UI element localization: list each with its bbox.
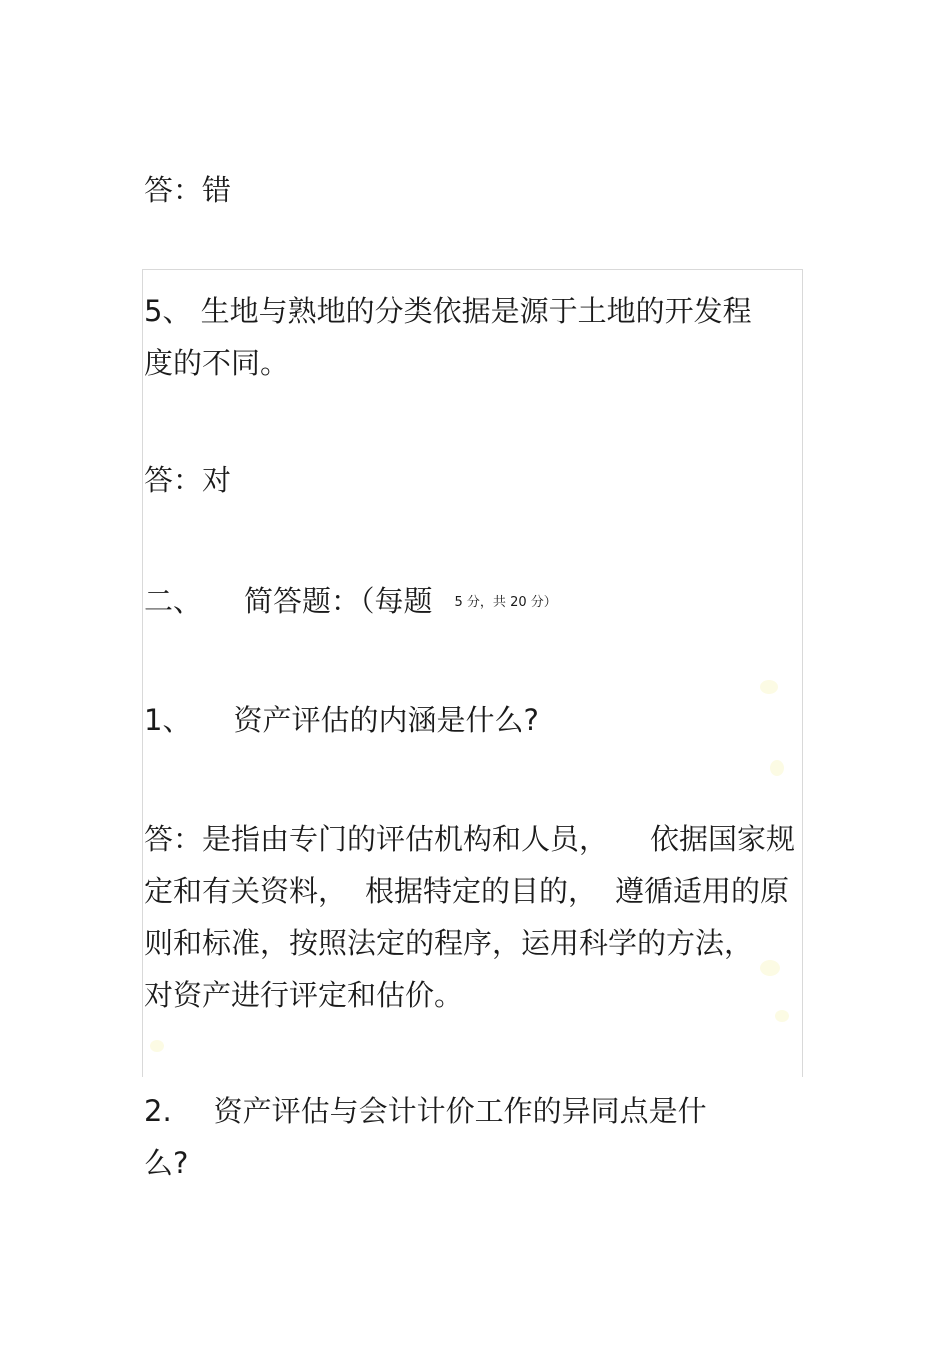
section-score-note: 5 分，共 20 分）: [454, 595, 557, 610]
answer-1-line-4: 对资产进行评定和估价。: [144, 978, 464, 1012]
answer-1-line-2: [144, 865, 789, 917]
answer-1-text: 答：是指由专门的评估机构和人员，: [144, 822, 609, 856]
watermark-blot: [770, 760, 784, 776]
answer-1-line-3: 则和标准，按照法定的程序，运用科学的方法，: [144, 926, 754, 960]
watermark-blot: [775, 1010, 789, 1022]
question-2-text: 资产评估与会计计价工作的异同点是什: [213, 1094, 707, 1128]
answer-1-text: 定和有关资料，: [144, 874, 348, 908]
question-2-number: 2.: [144, 1094, 172, 1128]
question-2-line-1: [144, 1085, 707, 1137]
answer-1-text: 根据特定的目的，: [365, 874, 598, 908]
answer-1-line-1: [144, 813, 795, 865]
section-title: 简答题：（每题: [244, 584, 433, 618]
question-1-text: 资产评估的内涵是什么?: [233, 703, 539, 737]
watermark-blot: [760, 960, 780, 976]
answer-1-text: 遵循适用的原: [615, 874, 790, 908]
section-heading: [144, 575, 557, 629]
question-1: [144, 694, 539, 746]
question-2-line-2: 么?: [144, 1146, 189, 1180]
answer-1-text: 依据国家规: [650, 822, 796, 856]
question-5-line-2: 度的不同。: [144, 346, 290, 380]
watermark-blot: [760, 680, 778, 694]
question-5-line-1: 5、 生地与熟地的分类依据是源于土地的开发程: [144, 294, 752, 328]
previous-answer: 答：错: [144, 173, 232, 207]
watermark-blot: [150, 1040, 164, 1052]
section-numeral: 二、: [144, 584, 203, 618]
question-5-answer: 答：对: [144, 463, 232, 497]
question-1-number: 1、: [144, 703, 192, 737]
